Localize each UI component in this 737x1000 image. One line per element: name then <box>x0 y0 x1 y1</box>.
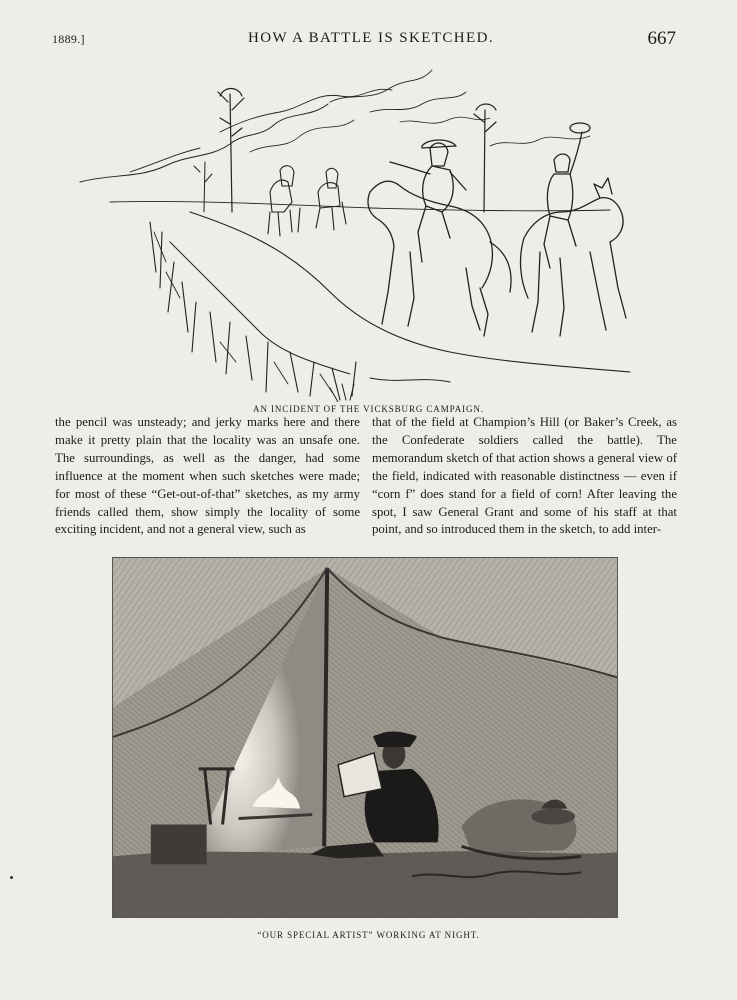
paragraph-right: that of the field at Champion’s Hill (or Baker’s Creek, as the Confederate soldiers called the battle). The memorandum sketch of that action shows a general view of the field, indicated with reasonable distinctness — even if “corn f” does stand for a field of corn! After leaving the spot, I saw General Grant and some of his staff at that point, and so introduced them in the sketch, to add inter- <box>372 415 677 537</box>
page-speck <box>10 876 13 879</box>
text-column-right <box>372 414 677 539</box>
article-title: HOW A BATTLE IS SKETCHED. <box>248 30 494 46</box>
running-head <box>52 28 676 52</box>
figure-caption-1: AN INCIDENT OF THE VICKSBURG CAMPAIGN. <box>253 404 484 414</box>
figure-caption-2: “OUR SPECIAL ARTIST” WORKING AT NIGHT. <box>257 930 480 940</box>
text-column-left <box>55 414 360 539</box>
issue-date: 1889.] <box>52 32 85 46</box>
illustration-vicksburg-incident <box>70 62 652 402</box>
paragraph-left: the pencil was unsteady; and jerky marks here and there make it pretty plain that the locality was an unsafe one. The surroundings, as well as the danger, had some influence at the moment when such sketches were made; for most of these “Get-out-of-that” sketches, as my army friends called them, show simply the locality of some exciting incident, and not a general view, such as <box>55 415 360 537</box>
page-number: 667 <box>647 28 676 49</box>
illustration-artist-at-night <box>112 557 618 918</box>
